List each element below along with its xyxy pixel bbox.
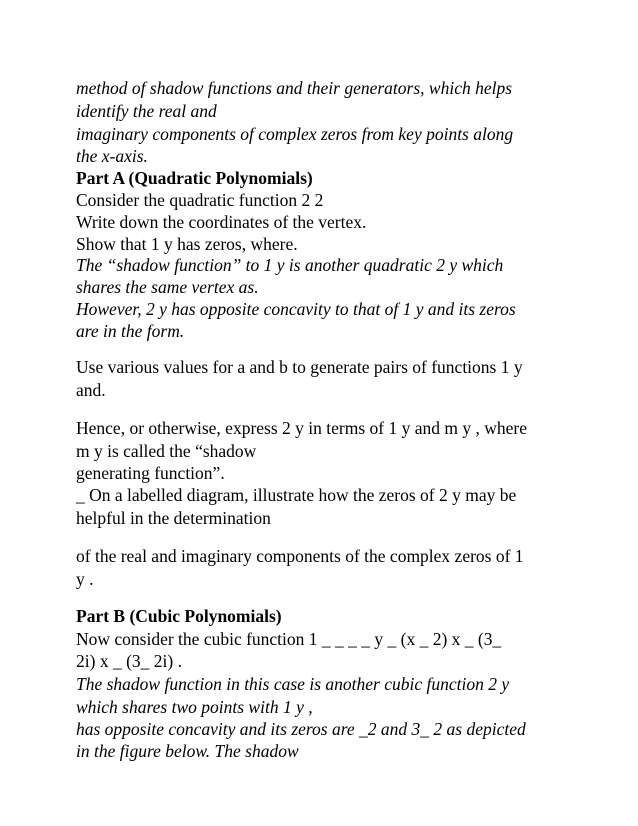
text-line: are in the form. — [76, 321, 185, 341]
section-heading: Part A (Quadratic Polynomials) — [76, 168, 313, 188]
text-line: 2i) x _ (3_ 2i) . — [76, 651, 182, 671]
text-line: The shadow function in this case is another cubic function 2 y — [76, 674, 510, 694]
text-line: identify the real and — [76, 101, 217, 121]
text-line: of the real and imaginary components of the complex zeros of 1 — [76, 546, 524, 566]
text-line: However, 2 y has opposite concavity to that of 1 y and its zeros — [76, 299, 516, 319]
text-line: in the figure below. The shadow — [76, 741, 299, 761]
text-line: Show that 1 y has zeros, where. — [76, 234, 298, 254]
text-line: The “shadow function” to 1 y is another quadratic 2 y which — [76, 255, 504, 275]
text-line: the x-axis. — [76, 146, 148, 166]
text-line: imaginary components of complex zeros from key points along — [76, 124, 514, 144]
text-line: helpful in the determination — [76, 508, 271, 528]
text-line: shares the same vertex as. — [76, 277, 259, 297]
text-line: Write down the coordinates of the vertex. — [76, 212, 367, 232]
text-line: Consider the quadratic function 2 2 — [76, 190, 324, 210]
section-heading: Part B (Cubic Polynomials) — [76, 606, 282, 626]
text-line: m y is called the “shadow — [76, 441, 257, 461]
text-line: generating function”. — [76, 463, 225, 483]
text-line: has opposite concavity and its zeros are _2 and 3_ 2 as depicted — [76, 719, 526, 739]
text-line: Use various values for a and b to generate pairs of functions 1 y — [76, 357, 523, 377]
text-line: and. — [76, 380, 106, 400]
text-line: method of shadow functions and their generators, which helps — [76, 78, 513, 98]
text-line: Now consider the cubic function 1 _ _ _ _ y _ (x _ 2) x _ (3_ — [76, 629, 502, 649]
text-line: _ On a labelled diagram, illustrate how the zeros of 2 y may be — [76, 485, 517, 505]
text-line: y . — [76, 569, 94, 589]
text-line: which shares two points with 1 y , — [76, 697, 313, 717]
text-line: Hence, or otherwise, express 2 y in terms of 1 y and m y , where — [76, 418, 527, 438]
